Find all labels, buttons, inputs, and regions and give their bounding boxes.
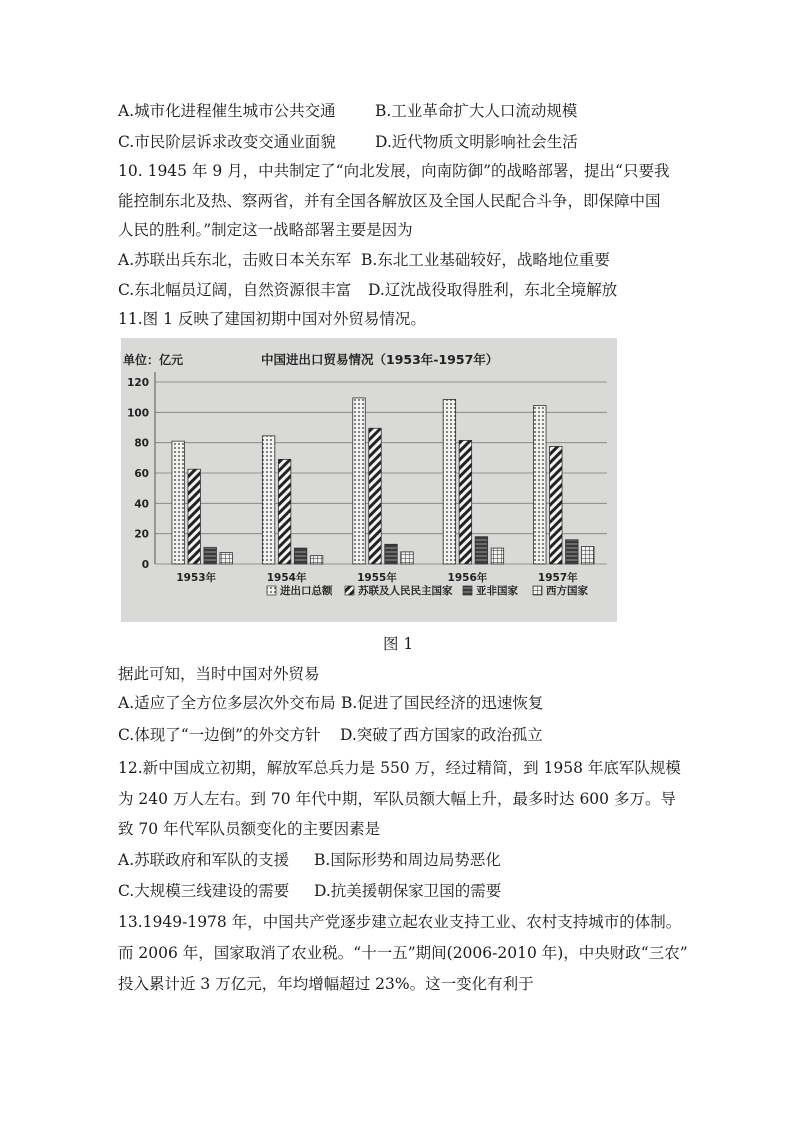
- q12-option-d: D.抗美援朝保家卫国的需要: [314, 882, 502, 900]
- legend-label: 西方国家: [546, 585, 588, 597]
- bar-4: [310, 556, 323, 564]
- legend-label: 亚非国家: [476, 585, 518, 597]
- y-tick-label: 100: [127, 407, 149, 420]
- q10-option-b: B.东北工业基础较好，战略地位重要: [361, 251, 610, 269]
- bar-1: [353, 398, 366, 564]
- y-tick-label: 40: [134, 498, 149, 511]
- bar-1: [443, 399, 456, 564]
- bar-2: [278, 459, 291, 564]
- bar-3: [204, 547, 217, 564]
- q10-stem-line-3: 人民的胜利。”制定这一战略部署主要是因为: [118, 221, 413, 239]
- q9-option-a: A.城市化进程催生城市公共交通: [118, 102, 336, 120]
- bar-4: [582, 547, 595, 564]
- trade-bar-chart: [121, 338, 617, 622]
- y-tick-label: 20: [134, 528, 149, 541]
- q11-option-c: C.体现了“一边倒”的外交方针: [118, 726, 321, 744]
- figure-caption: 图 1: [383, 635, 414, 653]
- q12-option-b: B.国际形势和周边局势恶化: [314, 851, 501, 869]
- bar-2: [550, 446, 563, 564]
- q9-option-b: B.工业革命扩大人口流动规模: [375, 102, 578, 120]
- bar-3: [294, 548, 307, 564]
- q9-option-c: C.市民阶层诉求改变交通业面貌: [118, 133, 336, 151]
- q10-option-a: A.苏联出兵东北，击败日本关东军: [118, 251, 352, 269]
- q10-stem-line-1: 10. 1945 年 9 月，中共制定了“向北发展，向南防御”的战略部署，提出“只要我: [118, 162, 670, 180]
- legend-label: 苏联及人民民主国家: [358, 585, 453, 597]
- q9-option-d: D.近代物质文明影响社会生活: [375, 133, 578, 151]
- q11-option-d: D.突破了西方国家的政治孤立: [340, 726, 543, 744]
- q12-option-a: A.苏联政府和军队的支援: [118, 851, 290, 869]
- bar-1: [262, 436, 275, 564]
- bar-1: [172, 441, 185, 564]
- bar-4: [491, 548, 504, 564]
- q12-stem-line-3: 致 70 年代军队员额变化的主要因素是: [118, 820, 381, 838]
- q10-option-d: D.辽沈战役取得胜利，东北全境解放: [368, 281, 618, 299]
- bar-3: [566, 540, 579, 564]
- bar-1: [534, 406, 547, 564]
- q11-lead: 据此可知，当时中国对外贸易: [118, 665, 320, 683]
- q11-option-a: A.适应了全方位多层次外交布局: [118, 694, 336, 712]
- x-tick-label: 1956年: [447, 572, 488, 584]
- legend-label: 进出口总额: [280, 585, 333, 597]
- bar-3: [385, 544, 398, 564]
- trade-chart-figure: [121, 338, 617, 622]
- y-tick-label: 0: [141, 559, 149, 571]
- legend-swatch: [267, 586, 276, 595]
- chart-title: 中国进出口贸易情况（1953年-1957年）: [261, 352, 499, 367]
- q13-stem-line-3: 投入累计近 3 万亿元，年均增幅超过 23%。这一变化有利于: [118, 975, 534, 993]
- legend-swatch: [463, 586, 472, 595]
- y-tick-label: 120: [127, 377, 149, 389]
- bar-2: [459, 440, 472, 564]
- q10-option-c: C.东北幅员辽阔，自然资源很丰富: [118, 281, 352, 299]
- x-tick-label: 1954年: [266, 572, 307, 584]
- bar-3: [475, 537, 488, 564]
- q13-stem-line-2: 而 2006 年，国家取消了农业税。“十一五”期间(2006-2010 年)，中央财政“三农”: [118, 944, 688, 962]
- y-tick-label: 60: [134, 468, 149, 480]
- q12-stem-line-1: 12.新中国成立初期，解放军总兵力是 550 万，经过精简，到 1958 年底军队规模: [118, 759, 681, 777]
- q10-stem-line-2: 能控制东北及热、察两省，并有全国各解放区及全国人民配合斗争，即保障中国: [118, 192, 661, 210]
- legend-swatch: [533, 586, 542, 595]
- bar-4: [220, 553, 233, 564]
- chart-unit-label: 单位：亿元: [123, 353, 184, 367]
- legend-swatch: [345, 586, 354, 595]
- x-tick-label: 1953年: [176, 572, 217, 584]
- q11-stem: 11.图 1 反映了建国初期中国对外贸易情况。: [118, 310, 426, 328]
- q13-stem-line-1: 13.1949-1978 年，中国共产党逐步建立起农业支持工业、农村支持城市的体制。: [118, 913, 682, 931]
- bar-2: [369, 428, 382, 564]
- q12-option-c: C.大规模三线建设的需要: [118, 882, 290, 900]
- bar-4: [401, 552, 414, 564]
- x-tick-label: 1955年: [357, 572, 397, 584]
- x-tick-label: 1957年: [537, 572, 578, 584]
- bar-2: [188, 469, 201, 564]
- q11-option-b: B.促进了国民经济的迅速恢复: [341, 694, 544, 712]
- q12-stem-line-2: 为 240 万人左右。到 70 年代中期，军队员额大幅上升，最多时达 600 多万。导: [118, 790, 676, 808]
- y-tick-label: 80: [134, 437, 149, 450]
